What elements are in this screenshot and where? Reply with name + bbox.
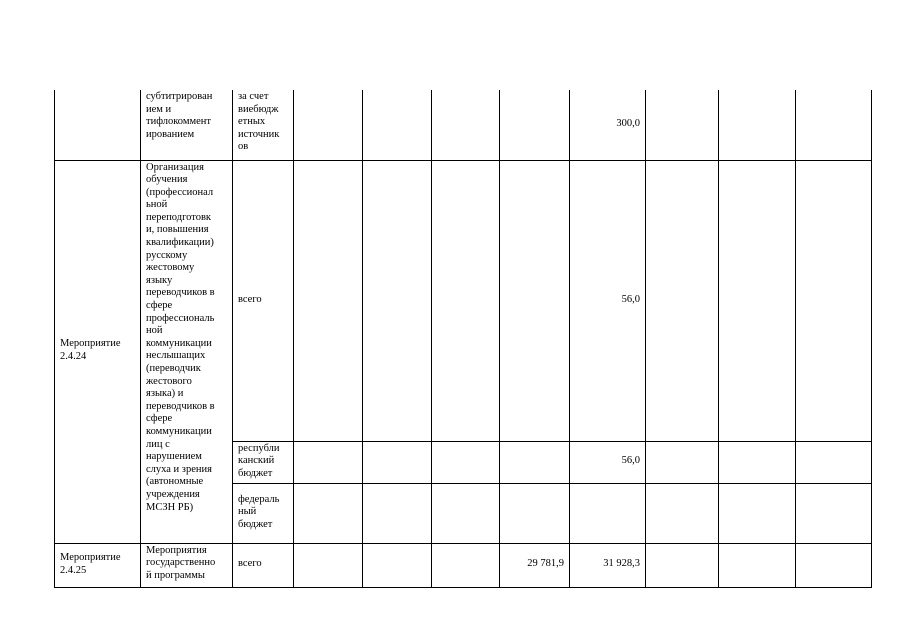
value-cell <box>432 483 500 543</box>
value-cell <box>719 441 796 483</box>
event-cell <box>55 90 141 160</box>
value-cell <box>432 441 500 483</box>
source-cell: всего <box>233 160 294 441</box>
value-cell: 31 928,3 <box>570 543 646 587</box>
value-cell <box>719 543 796 587</box>
budget-table <box>54 90 872 588</box>
value-cell <box>432 90 500 160</box>
value-cell <box>432 543 500 587</box>
value-cell <box>719 483 796 543</box>
name-cell: Мероприятия государственно й программы <box>141 543 233 587</box>
value-cell <box>294 483 363 543</box>
value-cell <box>432 160 500 441</box>
value-cell: 300,0 <box>570 90 646 160</box>
value-cell <box>500 441 570 483</box>
value-cell <box>796 441 872 483</box>
event-cell: Мероприятие 2.4.25 <box>55 543 141 587</box>
value-cell <box>500 160 570 441</box>
value-cell: 56,0 <box>570 160 646 441</box>
source-cell: федераль ный бюджет <box>233 483 294 543</box>
table-row <box>55 160 872 441</box>
value-cell <box>294 90 363 160</box>
name-cell: субтитрирован ием и тифлокоммент ированием <box>141 90 233 160</box>
value-cell <box>796 160 872 441</box>
name-cell: Организация обучения (профессионал ьной переподготовк и, повышения квалификации) русскому жестовому языку переводчиков в сфере профессиональ ной коммуникации неслышащих (переводчик жестового языка) и переводчиков в сфере коммуникации лиц с нарушением слуха и зрения (автономные учреждения МСЗН РБ) <box>141 160 233 543</box>
value-cell: 56,0 <box>570 441 646 483</box>
value-cell <box>646 160 719 441</box>
value-cell <box>796 543 872 587</box>
value-cell <box>363 441 432 483</box>
value-cell <box>719 90 796 160</box>
source-cell: всего <box>233 543 294 587</box>
event-cell: Мероприятие 2.4.24 <box>55 160 141 543</box>
value-cell <box>363 543 432 587</box>
value-cell <box>646 543 719 587</box>
table-row <box>55 90 872 160</box>
value-cell <box>363 90 432 160</box>
value-cell <box>719 160 796 441</box>
value-cell: 29 781,9 <box>500 543 570 587</box>
value-cell <box>500 90 570 160</box>
table-row <box>55 543 872 587</box>
value-cell <box>294 160 363 441</box>
value-cell <box>796 483 872 543</box>
value-cell <box>294 441 363 483</box>
value-cell <box>796 90 872 160</box>
value-cell <box>570 483 646 543</box>
value-cell <box>646 441 719 483</box>
value-cell <box>363 160 432 441</box>
source-cell: республи канский бюджет <box>233 441 294 483</box>
value-cell <box>500 483 570 543</box>
value-cell <box>646 90 719 160</box>
value-cell <box>294 543 363 587</box>
source-cell: за счет виебюдж етных источник ов <box>233 90 294 160</box>
value-cell <box>363 483 432 543</box>
value-cell <box>646 483 719 543</box>
